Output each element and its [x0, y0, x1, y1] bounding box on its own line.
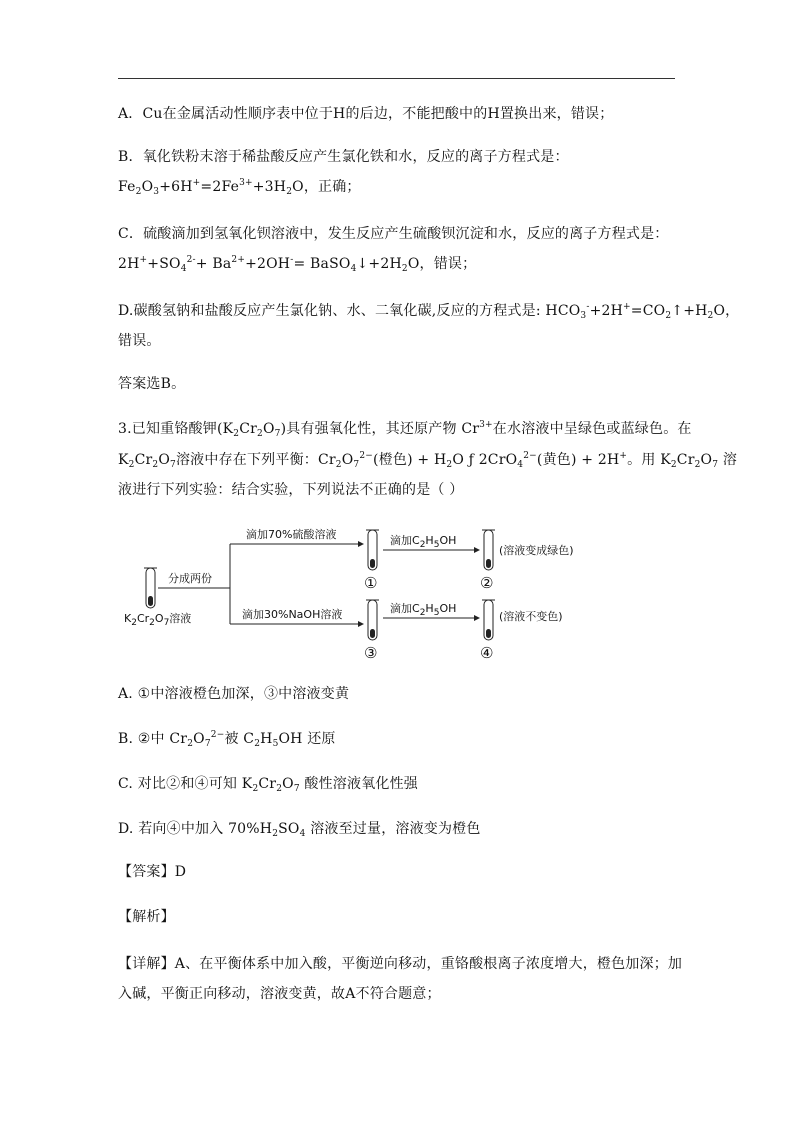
q2-option-b-equation: $Fe_2O_3+6H^+=2Fe^{3+}+3H_2O$，正确；: [118, 178, 361, 197]
tube-3-number: ③: [364, 644, 378, 662]
test-tube-2: [482, 530, 495, 570]
tube-4-result: (溶液不变色): [499, 610, 563, 623]
test-tube-3: [366, 600, 379, 640]
q3-option-d: D. 若向④中加入 $70\%H_2SO_4$ 溶液至过量，溶液变为橙色: [118, 821, 481, 839]
tube-2-result: (溶液变成绿色): [499, 544, 574, 557]
tube-4-number: ④: [480, 644, 494, 662]
q3-option-c: C. 对比②和④可知 $K_2Cr_2O_7$ 酸性溶液氧化性强: [118, 776, 419, 794]
bottom-reagent-label: 滴加30%NaOH溶液: [242, 608, 343, 621]
bottom-ethanol-label: 滴加$C_2H_5OH$: [390, 602, 457, 618]
split-label: 分成两份: [168, 572, 212, 585]
q3-stem-line1: 3.已知重铬酸钾$(K_2Cr_2O_7)$具有强氧化性，其还原产物 $Cr^{3+}$在水溶液中呈绿色或蓝绿色。在: [118, 420, 692, 439]
top-ethanol-label: 滴加$C_2H_5OH$: [390, 534, 457, 550]
tube-1-number: ①: [364, 574, 378, 592]
q3-analysis-heading: 【解析】: [118, 909, 175, 925]
q2-option-a-explanation: A．Cu在金属活动性顺序表中位于H的后边，不能把酸中的H置换出来，错误；: [118, 106, 614, 122]
q3-stem-line2: $K_2Cr_2O_7$溶液中存在下列平衡：$Cr_2O_7^{2-}$(橙色) + $H_2O$ ƒ 2CrO$_4^{2-}$(黄色) + 2H+。用 $K_2Cr_2O_7$ 溶: [118, 451, 738, 470]
q3-option-b: B. ②中 $Cr_2O_7^{2-}$被 $C_2H_5OH$ 还原: [118, 730, 336, 749]
q2-option-b-explanation: B．氧化铁粉末溶于稀盐酸反应产生氯化铁和水，反应的离子方程式是：: [118, 149, 569, 165]
top-reagent-label: 滴加70%硫酸溶液: [246, 528, 337, 541]
experiment-diagram: [118, 522, 638, 662]
q3-option-a: A. ①中溶液橙色加深，③中溶液变黄: [118, 686, 350, 702]
q2-option-c-explanation: C．硫酸滴加到氢氧化钡溶液中，发生反应产生硫酸钡沉淀和水，反应的离子方程式是：: [118, 226, 669, 242]
q2-answer: 答案选B。: [118, 376, 186, 392]
test-tube-4: [482, 600, 495, 640]
header-rule: [118, 78, 675, 79]
q3-detail-line1: 【详解】A、在平衡体系中加入酸，平衡逆向移动，重铬酸根离子浓度增大，橙色加深；加: [118, 956, 683, 972]
start-test-tube: [144, 568, 157, 608]
q2-option-d-conclusion: 错误。: [118, 333, 161, 349]
q3-stem-line3: 液进行下列实验：结合实验，下列说法不正确的是（ ）: [118, 482, 464, 498]
start-solution-label: $K_2Cr_2O_7$溶液: [124, 612, 192, 628]
q2-option-d-explanation: D.碳酸氢钠和盐酸反应产生氯化钠、水、二氧化碳,反应的方程式是: $HCO_3^-+2H^+=CO_2↑+H_2O$，: [118, 302, 740, 321]
q3-detail-line2: 入碱，平衡正向移动，溶液变黄，故A不符合题意；: [118, 986, 441, 1002]
q3-answer: 【答案】D: [118, 864, 187, 880]
q2-option-c-equation: $2H^++SO_4^{2-}+ Ba^{2+}+2OH^-=$ $BaSO_4↓+2H_2O$，错误；: [118, 255, 477, 274]
tube-2-number: ②: [480, 574, 494, 592]
test-tube-1: [366, 530, 379, 570]
